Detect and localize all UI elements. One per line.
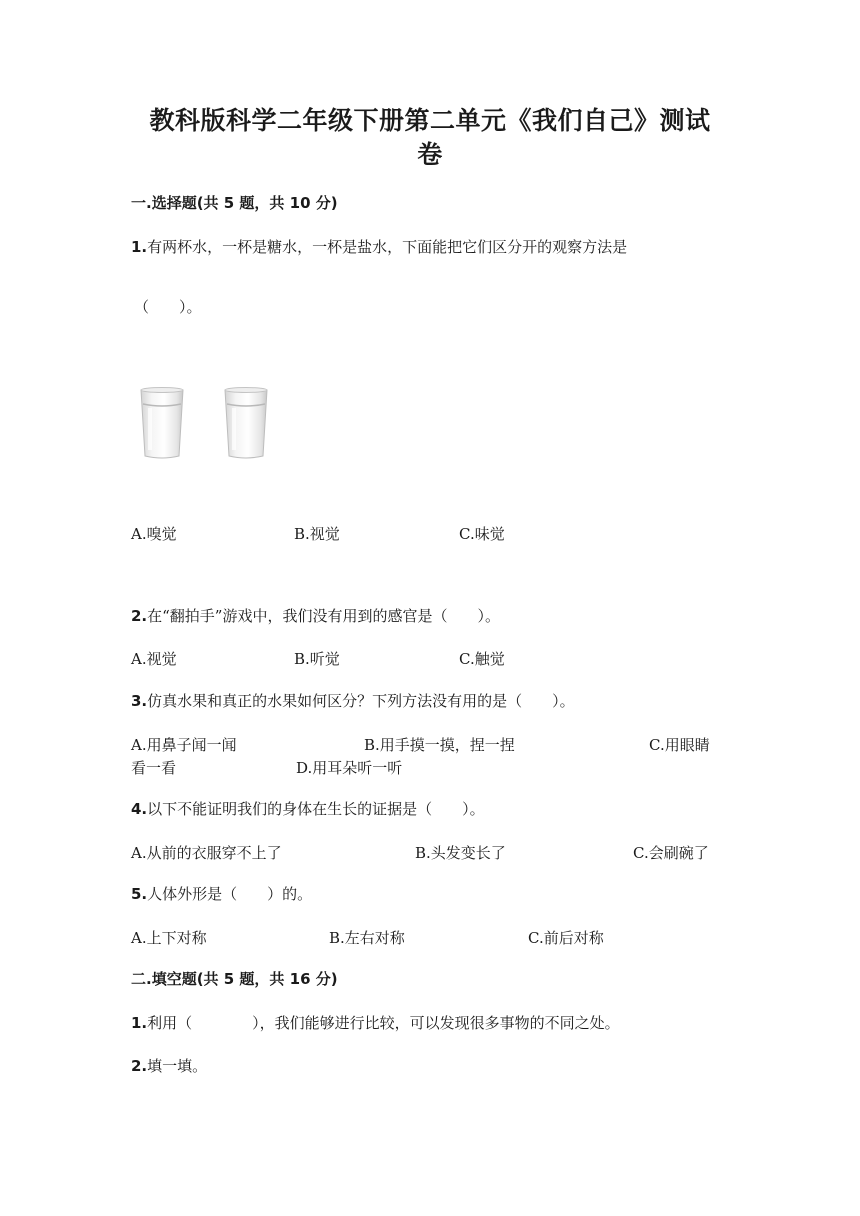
question-3	[131, 690, 575, 711]
question-number: 4.	[131, 800, 148, 818]
question-5	[131, 883, 312, 904]
q3-option-a: A.用鼻子闻一闻	[131, 736, 237, 754]
q1-option-a: A.嗅觉	[131, 525, 177, 543]
question-4	[131, 798, 485, 819]
q4-option-b: B.头发变长了	[415, 844, 506, 862]
q5-option-c: C.前后对称	[528, 929, 604, 947]
question-number: 2.	[131, 607, 148, 625]
question-1-blank: （ ）。	[134, 298, 202, 316]
question-number: 2.	[131, 1057, 148, 1075]
title-line-1: 教科版科学二年级下册第二单元《我们自己》测试	[149, 106, 711, 135]
question-1	[131, 236, 627, 257]
question-text: 人体外形是（ ）的。	[147, 885, 313, 903]
fill-question-2	[131, 1055, 207, 1076]
fill-question-1	[131, 1012, 620, 1033]
question-text: 利用（ ），我们能够进行比较，可以发现很多事物的不同之处。	[147, 1014, 620, 1032]
q3-option-d: D.用耳朵听一听	[296, 759, 403, 777]
q4-option-c: C.会刷碗了	[633, 844, 709, 862]
exam-title	[120, 104, 740, 172]
q5-option-a: A.上下对称	[131, 929, 207, 947]
question-text: 填一填。	[147, 1057, 208, 1075]
q2-option-a: A.视觉	[131, 650, 177, 668]
q4-option-a: A.从前的衣服穿不上了	[131, 844, 282, 862]
question-text: 仿真水果和真正的水果如何区分？下列方法没有用的是（ ）。	[147, 692, 575, 710]
q1-option-c: C.味觉	[459, 525, 505, 543]
section-heading-choice: 一.选择题(共 5 题，共 10 分)	[131, 194, 338, 212]
question-text: 有两杯水，一杯是糖水，一杯是盐水，下面能把它们区分开的观察方法是	[147, 238, 628, 256]
question-2	[131, 605, 500, 626]
question-number: 3.	[131, 692, 148, 710]
question-number: 1.	[131, 1014, 148, 1032]
q2-option-b: B.听觉	[294, 650, 340, 668]
q5-option-b: B.左右对称	[329, 929, 405, 947]
question-text: 以下不能证明我们的身体在生长的证据是（ ）。	[147, 800, 485, 818]
question-number: 5.	[131, 885, 148, 903]
q1-option-b: B.视觉	[294, 525, 340, 543]
title-line-2: 卷	[417, 140, 443, 169]
q3-option-c: C.用眼睛	[649, 736, 710, 754]
glass-left-icon	[141, 388, 183, 459]
q3-option-b: B.用手摸一摸，捏一捏	[364, 736, 515, 754]
question-number: 1.	[131, 238, 148, 256]
section-heading-fill: 二.填空题(共 5 题，共 16 分)	[131, 970, 338, 988]
glass-right-icon	[225, 388, 267, 459]
two-glasses-of-water-image	[136, 386, 276, 462]
q3-option-c-continued: 看一看	[131, 759, 177, 777]
question-text: 在“翻拍手”游戏中，我们没有用到的感官是（ ）。	[147, 607, 500, 625]
q2-option-c: C.触觉	[459, 650, 505, 668]
